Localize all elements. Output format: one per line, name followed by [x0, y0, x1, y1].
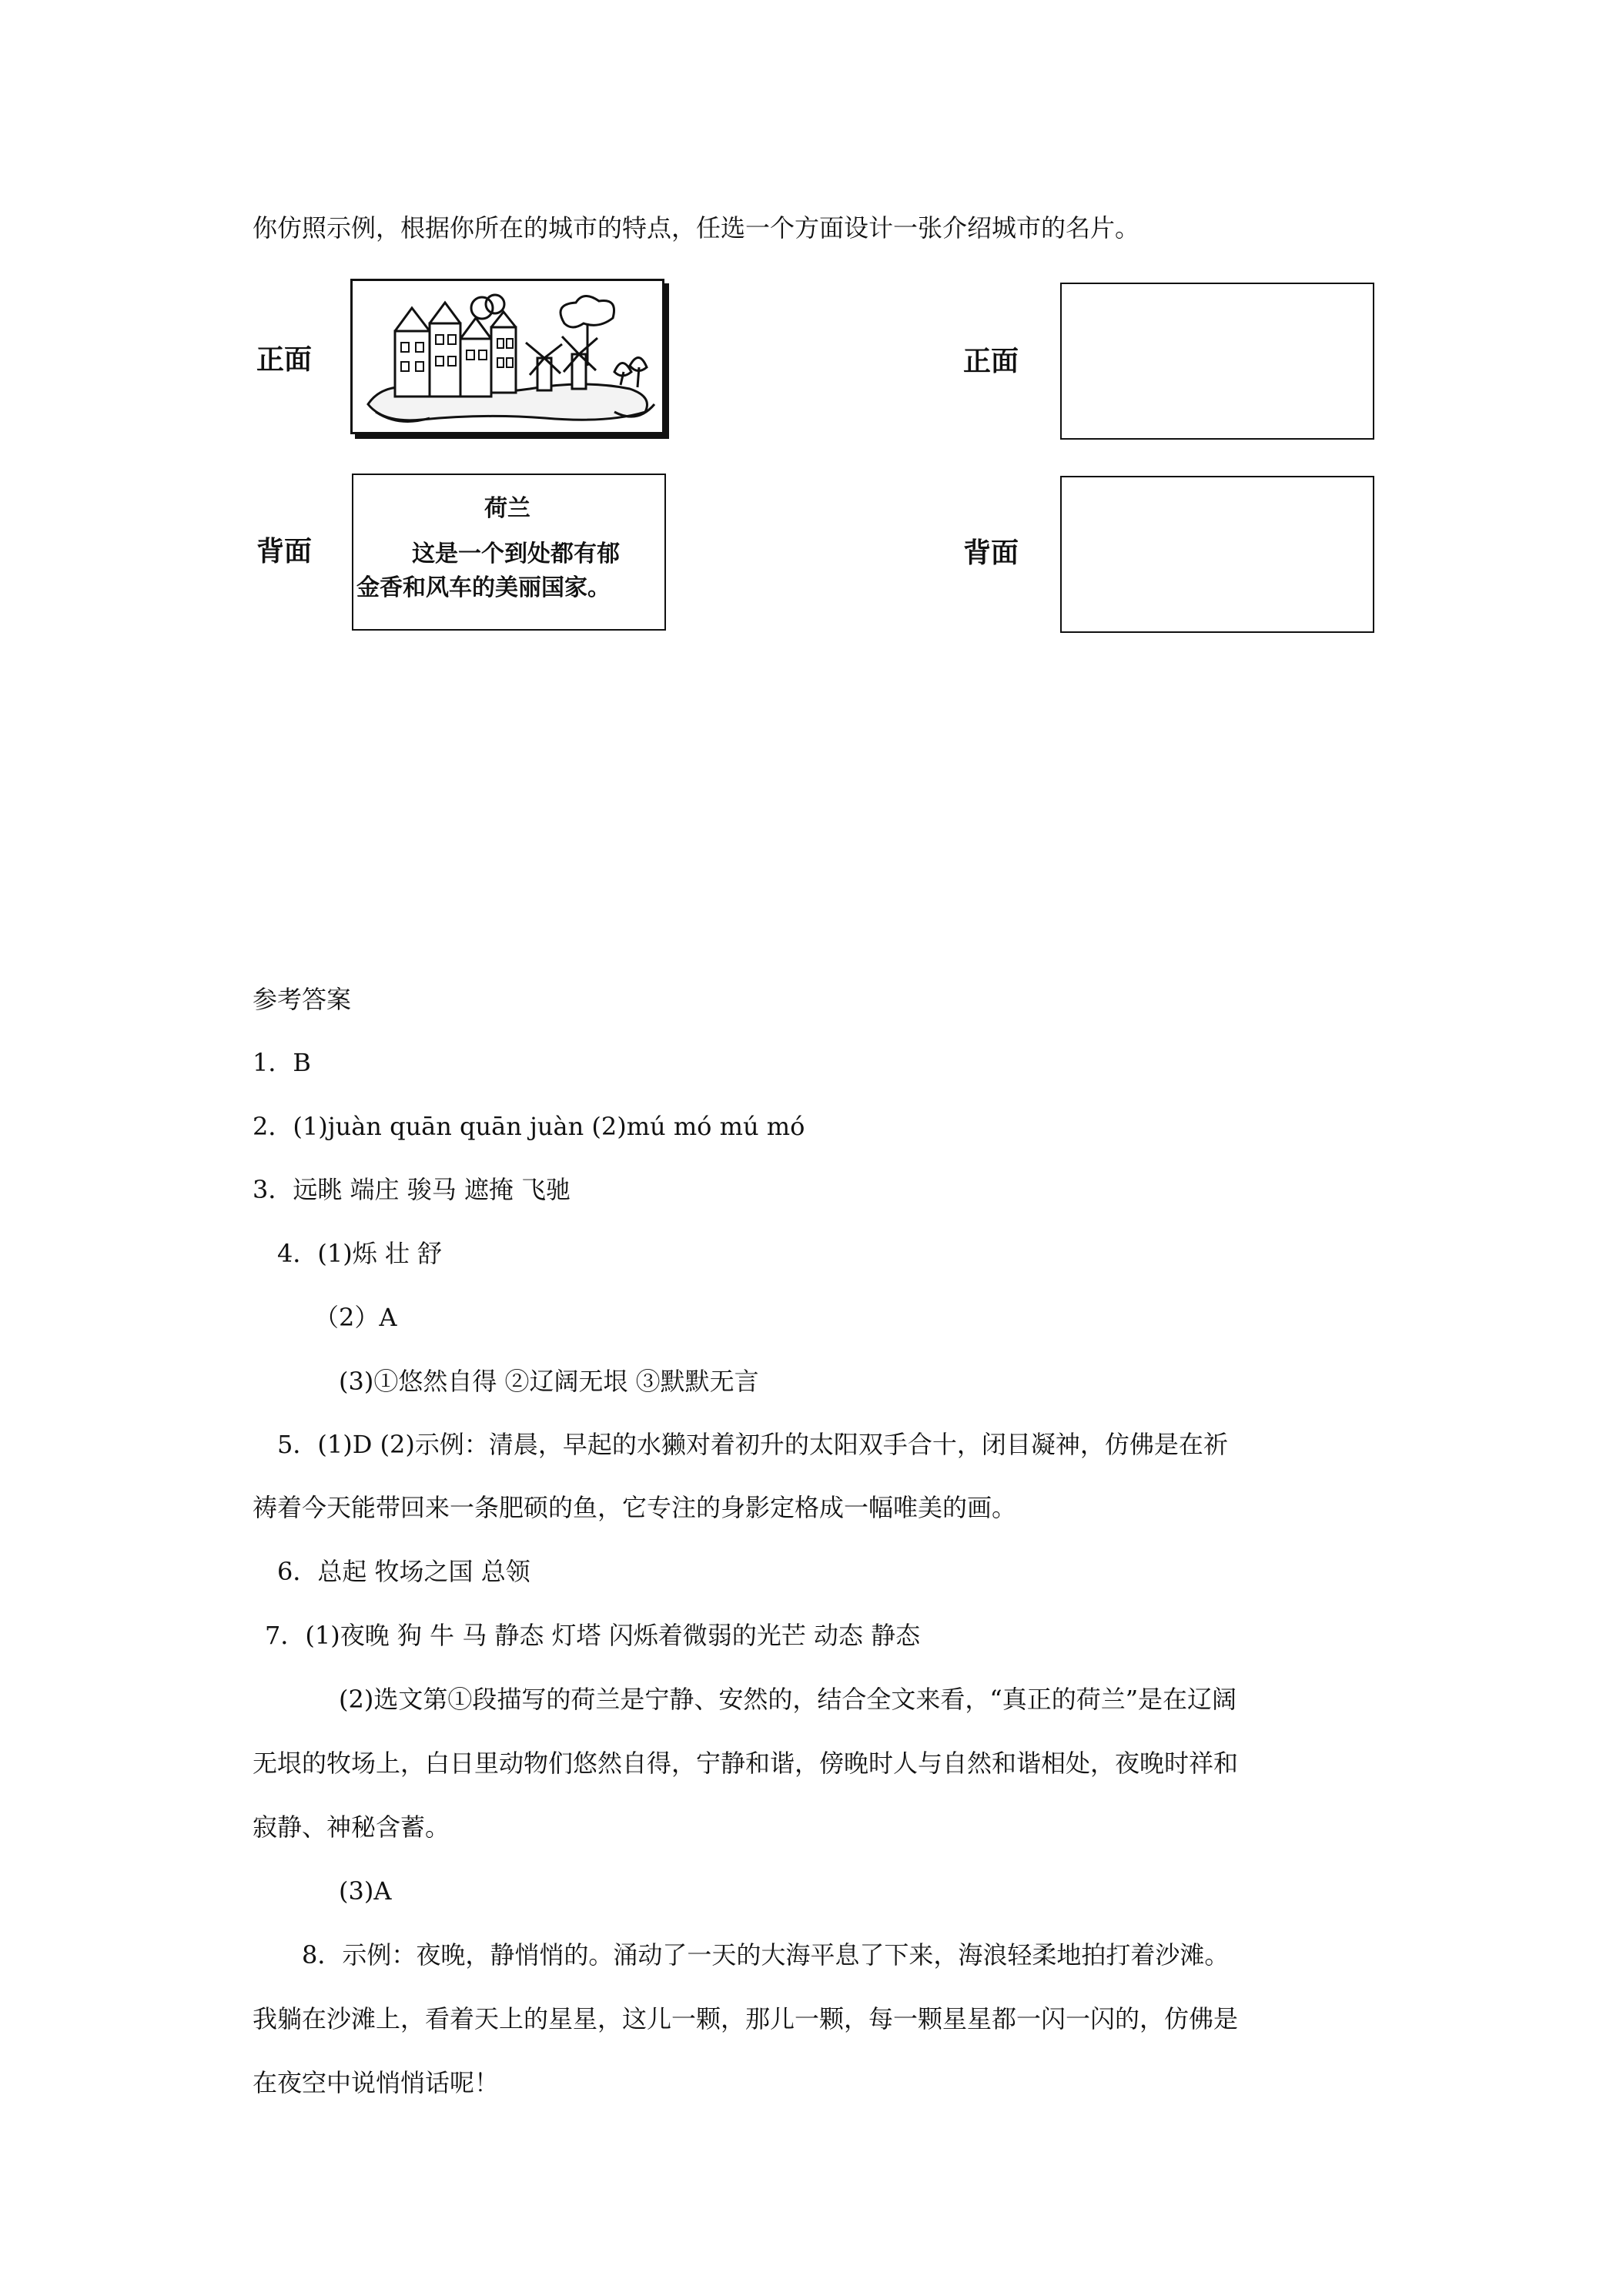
example-back-title: 荷兰 [484, 495, 530, 522]
answer-4-2: （2）A [314, 1303, 397, 1332]
answer-7-2-line2: 无垠的牧场上，白日里动物们悠然自得，宁静和谐，傍晚时人与自然和谐相处，夜晚时祥和 [253, 1749, 1239, 1778]
answer-7-2-line1: (2)选文第①段描写的荷兰是宁静、安然的，结合全文来看，“真正的荷兰”是在辽阔 [339, 1685, 1237, 1714]
windmill-town-illustration-icon [353, 281, 662, 432]
blank-front-card[interactable] [1060, 283, 1374, 440]
example-back-label: 背面 [256, 536, 313, 567]
answer-4-1: 4．(1)烁 壮 舒 [277, 1239, 443, 1268]
example-front-label: 正面 [256, 344, 313, 376]
example-back-card [352, 474, 666, 631]
answer-3: 3．远眺 端庄 骏马 遮掩 飞驰 [253, 1175, 571, 1204]
answer-6: 6．总起 牧场之国 总领 [277, 1557, 530, 1586]
example-front-card [350, 279, 664, 434]
blank-front-label: 正面 [963, 346, 1019, 377]
answer-7-3: (3)A [339, 1876, 392, 1906]
answer-7-2-line3: 寂静、神秘含蓄。 [253, 1812, 450, 1842]
answer-5-line1: 5．(1)D (2)示例：清晨，早起的水獭对着初升的太阳双手合十，闭目凝神，仿佛是在祈 [277, 1430, 1228, 1459]
answer-4-3: (3)①悠然自得 ②辽阔无垠 ③默默无言 [339, 1367, 759, 1396]
answer-8-line1: 8．示例：夜晚，静悄悄的。涌动了一天的大海平息了下来，海浪轻柔地拍打着沙滩。 [302, 1940, 1230, 1970]
example-back-line2: 金香和风车的美丽国家。 [356, 574, 611, 601]
answer-1: 1．B [253, 1048, 311, 1077]
answer-8-line2: 我躺在沙滩上，看着天上的星星，这儿一颗，那儿一颗，每一颗星星都一闪一闪的，仿佛是 [253, 2004, 1239, 2033]
answers-heading: 参考答案 [253, 985, 352, 1014]
answer-2: 2．(1)juàn quān quān juàn (2)mú mó mú mó [253, 1112, 805, 1141]
answer-8-line3: 在夜空中说悄悄话呢！ [253, 2068, 500, 2097]
answer-5-line2: 祷着今天能带回来一条肥硕的鱼，它专注的身影定格成一幅唯美的画。 [253, 1493, 1017, 1522]
answer-7-1: 7．(1)夜晚 狗 牛 马 静态 灯塔 闪烁着微弱的光芒 动态 静态 [265, 1621, 921, 1650]
instruction-text: 你仿照示例，根据你所在的城市的特点，任选一个方面设计一张介绍城市的名片。 [253, 213, 1140, 243]
example-back-line1: 这是一个到处都有郁 [412, 541, 620, 567]
blank-back-label: 背面 [963, 537, 1019, 569]
blank-back-card[interactable] [1060, 476, 1374, 633]
